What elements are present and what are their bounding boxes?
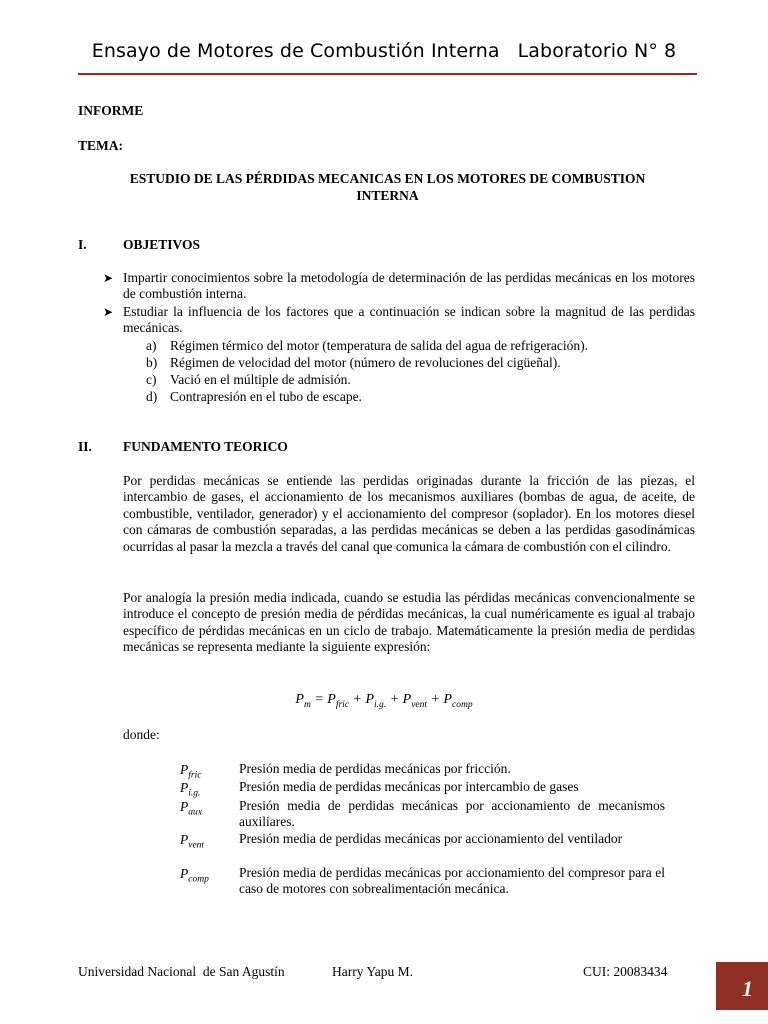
document-header [0, 40, 768, 62]
definition-text: Presión media de perdidas mecánicas por accionamiento del ventilador [239, 831, 623, 846]
symbol-p-comp: $P_{comp}$ [180, 866, 209, 885]
header-lab-number: Laboratorio N° 8 [517, 40, 677, 62]
list-item: Régimen térmico del motor (temperatura de salida del agua de refrigeración). [170, 338, 588, 353]
footer-university: Universidad Nacional de San Agustín [78, 964, 285, 979]
section-1-number: I. [78, 237, 87, 252]
informe-label: INFORME [78, 103, 144, 118]
definition-text: Presión media de perdidas mecánicas por accionamiento de mecanismos auxiliares. [239, 798, 665, 830]
document-title-line2: INTERNA [356, 188, 419, 203]
footer-author: Harry Yapu M. [332, 964, 413, 979]
list-item-letter: b) [146, 355, 158, 370]
paragraph-1: Por perdidas mecánicas se entiende las perdidas originadas durante la fricción de las piezas, el intercambio de gases, el accionamiento de los mecanismos auxiliares (bombas de agua, de aceite, de combustible, ventilador, generador) y el accionamiento del compresor (soplador). En los motores diesel con cámaras de combustión separadas, a las perdidas mecánicas se deben a las perdidas gasodinámicas ocurridas al pasar la mezcla a través del canal que comunica la cámara de combustión con el cilindro. [123, 473, 695, 554]
document-title [78, 171, 697, 204]
tema-label: TEMA: [78, 138, 123, 153]
objective-bullet: Estudiar la influencia de los factores que a continuación se indican sobre la magnitud de las perdidas mecánicas. [123, 304, 695, 336]
symbol-p-ig: $P_{i.g.}$ [180, 780, 201, 799]
symbol-p-aux: $P_{aux}$ [180, 799, 202, 818]
arrow-bullet-icon: ➤ [103, 271, 114, 285]
header-divider [78, 73, 697, 75]
list-item: Régimen de velocidad del motor (número de revoluciones del cigüeñal). [170, 355, 561, 370]
paragraph-2: Por analogía la presión media indicada, cuando se estudia las pérdidas mecánicas convencionalmente se introduce el concepto de presión media de pérdidas mecánicas, la cual numéricamente es igual al trabajo específico de pérdidas mecánicas en un ciclo de trabajo. Matemáticamente la presión media de perdidas mecánicas se representa mediante la siguiente expresión: [123, 590, 695, 655]
section-2-title: FUNDAMENTO TEORICO [123, 439, 288, 454]
symbol-p-fric: $P_{fric}$ [180, 762, 202, 781]
objective-bullet: Impartir conocimientos sobre la metodología de determinación de las perdidas mecánicas en los motores de combustión interna. [123, 270, 695, 302]
definition-text: Presión media de perdidas mecánicas por fricción. [239, 761, 511, 776]
definition-text: Presión media de perdidas mecánicas por accionamiento del compresor para el caso de motores con sobrealimentación mecánica. [239, 865, 665, 897]
formula: $P_m = P_{fric} + P_{i.g.} + P_{vent} + P_{comp}$ [295, 692, 473, 710]
donde-label: donde: [123, 727, 160, 742]
list-item: Contrapresión en el tubo de escape. [170, 389, 362, 404]
list-item-letter: d) [146, 389, 158, 404]
section-2-number: II. [78, 439, 92, 454]
list-item-letter: c) [146, 372, 157, 387]
arrow-bullet-icon: ➤ [103, 305, 114, 319]
section-1-title: OBJETIVOS [123, 237, 201, 252]
page-number: 1 [742, 976, 753, 1001]
list-item: Vació en el múltiple de admisión. [170, 372, 351, 387]
page-number-badge [716, 962, 768, 1010]
footer-cui: CUI: 20083434 [583, 964, 668, 979]
document-title-line1: ESTUDIO DE LAS PÉRDIDAS MECANICAS EN LOS MOTORES DE COMBUSTION [129, 171, 646, 186]
list-item-letter: a) [146, 338, 157, 353]
symbol-p-vent: $P_{vent}$ [180, 832, 205, 851]
header-title: Ensayo de Motores de Combustión Interna [91, 40, 500, 62]
definition-text: Presión media de perdidas mecánicas por intercambio de gases [239, 779, 579, 794]
